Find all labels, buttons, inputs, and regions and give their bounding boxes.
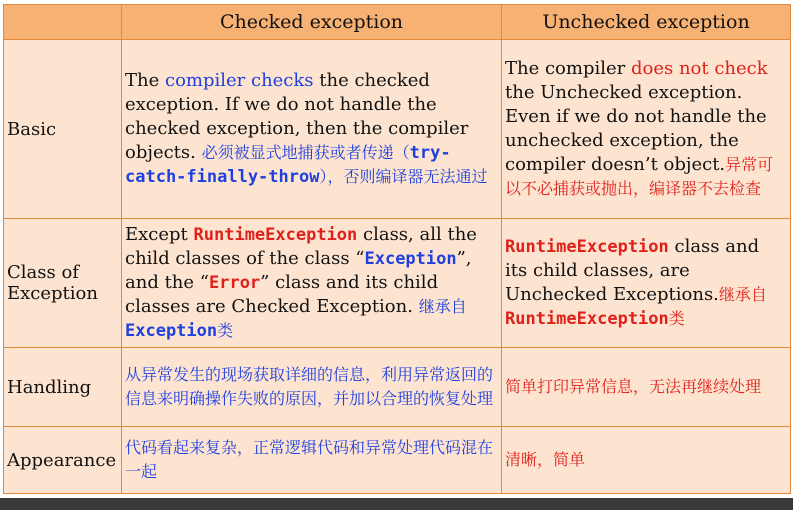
text: Except — [125, 224, 194, 245]
cell-appearance-checked — [122, 427, 502, 494]
header-corner-cell — [4, 5, 122, 40]
row-basic — [4, 40, 791, 219]
bottom-bar — [0, 498, 793, 510]
cell-class-unchecked — [502, 219, 791, 348]
code-runtimeexception: RuntimeException — [505, 309, 669, 329]
text: ”, and the “ — [125, 248, 472, 293]
cell-handling-unchecked — [502, 348, 791, 427]
cell-basic-checked — [122, 40, 502, 219]
note-cn: 异常可以不必捕获或抛出，编译器不去检查 — [505, 155, 774, 198]
header-checked-exception: Checked exception — [122, 5, 502, 40]
highlight-does-not-check: does not check — [630, 58, 768, 79]
code-exception: Exception — [364, 249, 457, 269]
comparison-table — [3, 4, 791, 494]
cell-appearance-unchecked — [502, 427, 791, 494]
row-label-appearance: Appearance — [4, 427, 122, 494]
text: class and its child classes, are Unchecked Exceptions. — [505, 236, 760, 305]
note-cn: 代码看起来复杂，正常逻辑代码和异常处理代码混在一起 — [125, 438, 494, 481]
text: ” class and its child classes are Checked Exception. — [125, 272, 439, 317]
note-cn: 类 — [217, 321, 234, 340]
note-cn: 继承自 — [418, 297, 467, 316]
text: The compiler — [505, 58, 631, 79]
row-label-basic: Basic — [4, 40, 122, 219]
note-cn: 继承自 — [718, 285, 767, 304]
header-row — [4, 5, 791, 40]
code-try-catch: try-catch-finally-throw — [125, 143, 451, 187]
row-class-of-exception — [4, 219, 791, 348]
text: the checked exception. If we do not handle the checked exception, then the compiler objects. — [125, 70, 469, 163]
row-label-handling: Handling — [4, 348, 122, 427]
code-runtimeexception: RuntimeException — [505, 237, 669, 257]
row-handling — [4, 348, 791, 427]
note-cn: 简单打印异常信息，无法再继续处理 — [505, 377, 762, 396]
text: class, all the child classes of the class “ — [125, 224, 477, 269]
cell-basic-unchecked — [502, 40, 791, 219]
note-cn: ），否则编译器无法通过 — [319, 167, 488, 186]
row-appearance — [4, 427, 791, 494]
note-cn: 从异常发生的现场获取详细的信息，利用异常返回的信息来明确操作失败的原因，并加以合理的恢复处理 — [125, 365, 494, 408]
row-label-class-of-exception: Class of Exception — [4, 219, 122, 348]
code-exception: Exception — [125, 321, 218, 341]
note-cn: 类 — [668, 309, 685, 328]
text: The — [125, 70, 165, 91]
header-unchecked-exception: Unchecked exception — [502, 5, 791, 40]
highlight-compiler-checks: compiler checks — [164, 70, 314, 91]
code-runtimeexception: RuntimeException — [193, 225, 358, 245]
cell-handling-checked — [122, 348, 502, 427]
note-cn: 必须被显式地捕获或者传递（ — [201, 143, 410, 162]
cell-class-checked — [122, 219, 502, 348]
note-cn: 清晰，简单 — [505, 450, 586, 469]
text: the Unchecked exception. Even if we do not handle the unchecked exception, the compiler doesn’t object. — [505, 82, 767, 175]
code-error: Error — [208, 273, 261, 293]
